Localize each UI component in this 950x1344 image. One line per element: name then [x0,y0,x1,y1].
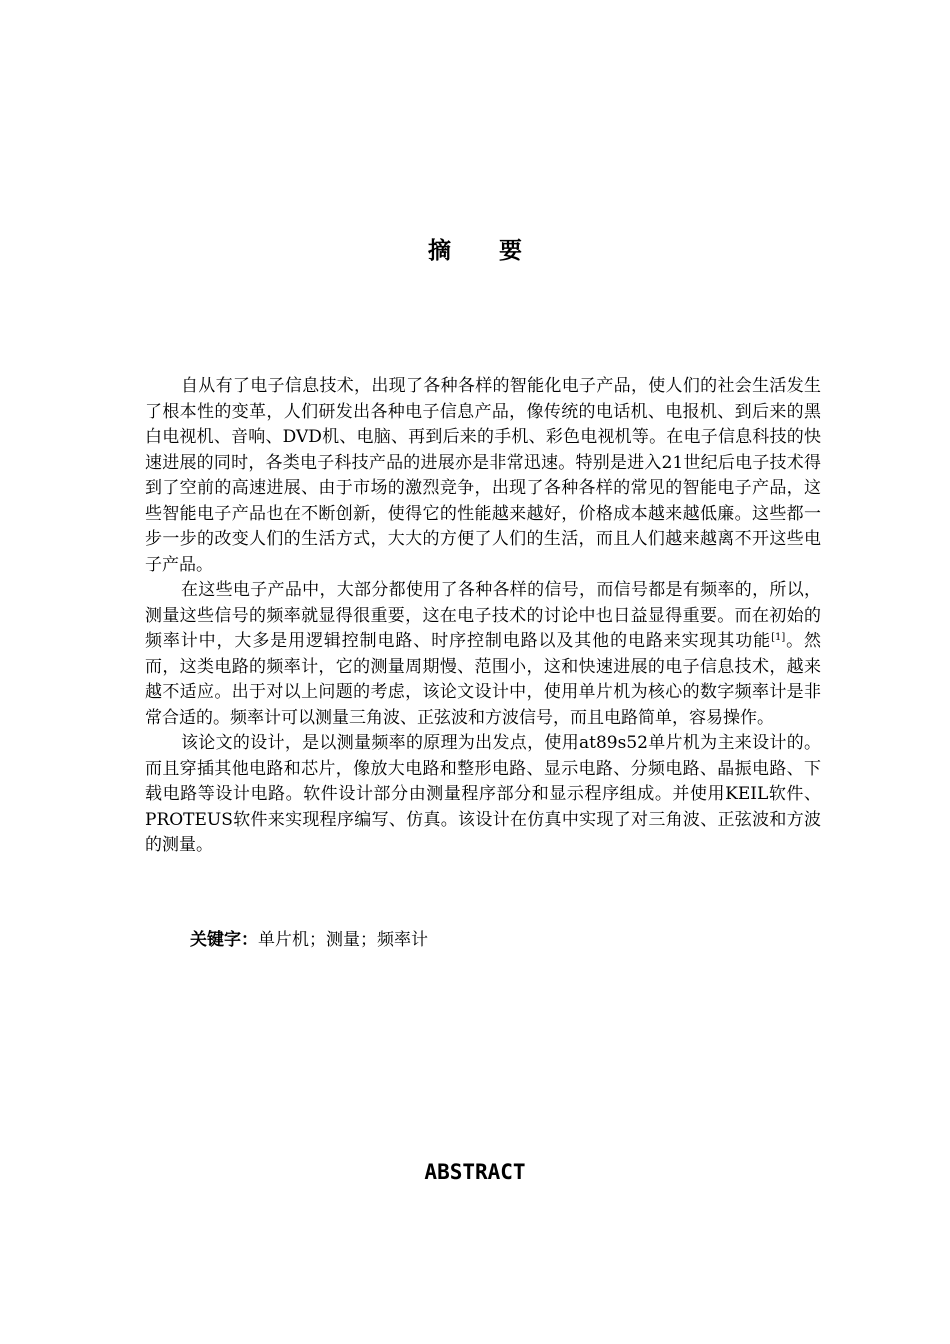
abstract-paragraph-1: 自从有了电子信息技术，出现了各种各样的智能化电子产品，使人们的社会生活发生了根本性的变革，人们研发出各种电子信息产品，像传统的电话机、电报机、到后来的黑白电视机、音响、DVD机、电脑、再到后来的手机、彩色电视机等。在电子信息科技的快速进展的同时，各类电子科技产品的进展亦是非常迅速。特别是进入21世纪后电子技术得到了空前的高速进展、由于市场的激烈竞争，出现了各种各样的常见的智能电子产品，这些智能电子产品也在不断创新，使得它的性能越来越好，价格成本越来越低廉。这些都一步一步的改变人们的生活方式，大大的方便了人们的生活，而且人们越来越离不开这些电子产品。 [145,376,821,575]
citation-ref: [1] [771,632,786,643]
abstract-body [145,374,821,859]
keywords-label: 关键字： [190,930,258,950]
paragraph-2-text-before-ref: 在这些电子产品中，大部分都使用了各种各样的信号，而信号都是有频率的，所以，测量这些信号的频率就显得很重要，这在电子技术的讨论中也日益显得重要。而在初始的频率计中，大多是用逻辑控制电路、时序控制电路以及其他的电路来实现其功能 [145,580,821,651]
keywords-value: 单片机；测量；频率计 [258,930,428,950]
paragraph-2-text-after-ref: 。然而，这类电路的频率计，它的测量周期慢、范围小，这和快速进展的电子信息技术，越来越不适应。出于对以上问题的考虑，该论文设计中，使用单片机为核心的数字频率计是非常合适的。频率计可以测量三角波、正弦波和方波信号，而且电路简单，容易操作。 [145,631,822,728]
abstract-paragraph-3: 该论文的设计，是以测量频率的原理为出发点，使用at89s52单片机为主来设计的。而且穿插其他电路和芯片，像放大电路和整形电路、显示电路、分频电路、晶振电路、下载电路等设计电路。软件设计部分由测量程序部分和显示程序组成。并使用KEIL软件、PROTEUS软件来实现程序编写、仿真。该设计在仿真中实现了对三角波、正弦波和方波的测量。 [145,733,821,855]
keywords-line [190,928,428,953]
abstract-paragraph-2 [145,578,821,731]
abstract-title-en: ABSTRACT [424,1160,526,1184]
abstract-title-cn: 摘 要 [427,238,542,264]
